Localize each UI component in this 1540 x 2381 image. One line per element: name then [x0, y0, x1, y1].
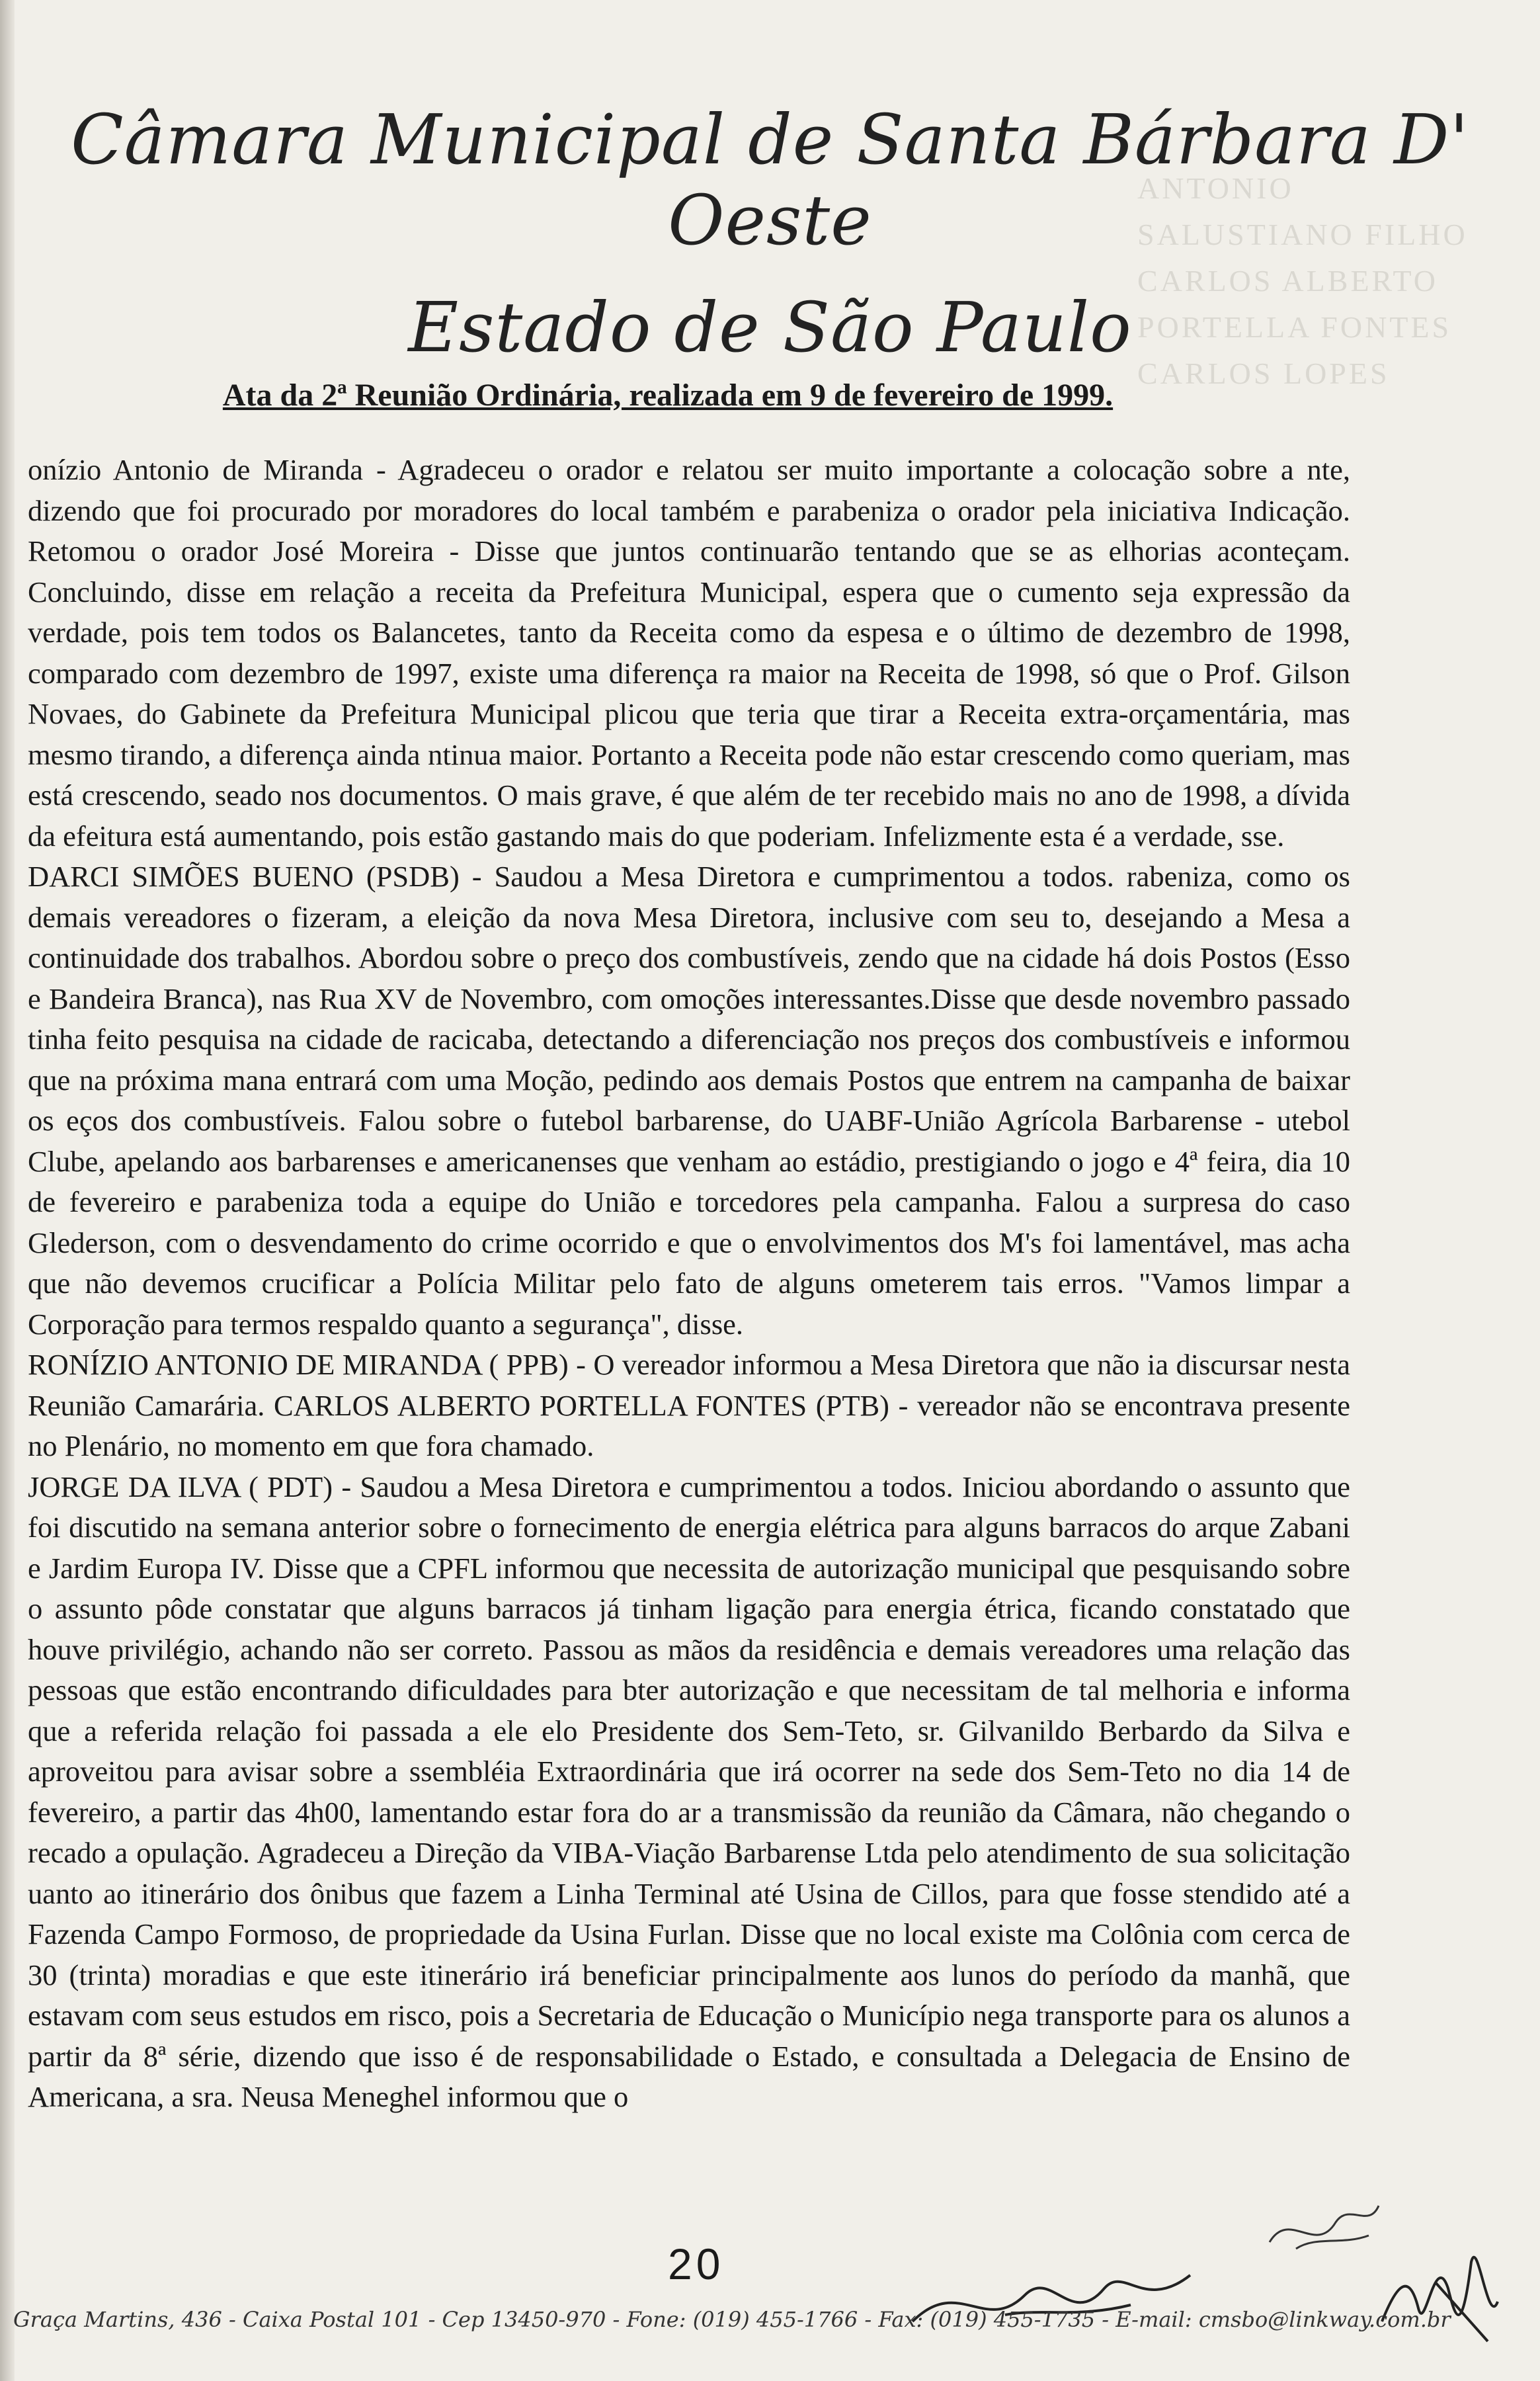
footer-address: Graça Martins, 436 - Caixa Postal 101 - Cep 13450-970 - Fone: (019) 455-1766 - Fax: (019) 455-1735 - E-mail: cmsbo@linkway.com.br	[13, 2307, 1451, 2332]
minutes-body	[28, 450, 1350, 2118]
signature-scribble-icon	[1256, 2183, 1389, 2269]
bleed-line: CARLOS ALBERTO PORTELLA FONTES	[1137, 264, 1452, 344]
page-number: 20	[668, 2239, 725, 2288]
letterhead	[0, 99, 1540, 368]
bleed-line: ANTONIO SALUSTIANO FILHO	[1137, 171, 1468, 251]
paragraph: onízio Antonio de Miranda - Agradeceu o orador e relatou ser muito importante a colocação sobre a nte, dizendo que foi procurado por moradores do local também e parabeniza o orador pela iniciativa Indicação. Retomou o orador José Moreira - Disse que juntos continuarão tentando que se as elhorias aconteçam. Concluindo, disse em relação a receita da Prefeitura Municipal, espera que o cumento seja expressão da verdade, pois tem todos os Balancetes, tanto da Receita como da espesa e o último de dezembro de 1998, comparado com dezembro de 1997, existe uma diferença ra maior na Receita de 1998, só que o Prof. Gilson Novaes, do Gabinete da Prefeitura Municipal plicou que teria que tirar a Receita extra-orçamentária, mas mesmo tirando, a diferença ainda ntinua maior. Portanto a Receita pode não estar crescendo como queriam, mas está crescendo, seado nos documentos. O mais grave, é que além de ter recebido mais no ano de 1998, a dívida da efeitura está aumentando, pois estão gastando mais do que poderiam. Infelizmente esta é a verdade, sse.	[28, 453, 1350, 853]
document-title: Ata da 2ª Reunião Ordinária, realizada em 9 de fevereiro de 1999.	[222, 378, 1114, 413]
bleed-line: CARLOS LOPES	[1137, 356, 1390, 390]
paragraph: RONÍZIO ANTONIO DE MIRANDA ( PPB) - O vereador informou a Mesa Diretora que não ia discursar nesta Reunião Camarária. CARLOS ALBERTO PORTELLA FONTES (PTB) - vereador não se encontrava presente no Plenário, no momento em que fora chamado.	[28, 1348, 1350, 1462]
letterhead-state: Estado de São Paulo	[408, 287, 1132, 368]
paragraph: JORGE DA ILVA ( PDT) - Saudou a Mesa Diretora e cumprimentou a todos. Iniciou abordando o assunto que foi discutido na semana anterior sobre o fornecimento de energia elétrica para alguns barracos do arque Zabani e Jardim Europa IV. Disse que a CPFL informou que necessita de autorização municipal que pesquisando sobre o assunto pôde constatar que alguns barracos já tinham ligação para energia étrica, ficando constatado que houve privilégio, achando não ser correto. Passou as mãos da residência e demais vereadores uma relação das pessoas que estão encontrando dificuldades para bter autorização e que necessitam de tal melhoria e informa que a referida relação foi passada a ele elo Presidente dos Sem-Teto, sr. Gilvanildo Berbardo da Silva e aproveitou para avisar sobre a ssembléia Extraordinária que irá ocorrer na sede dos Sem-Teto no dia 14 de fevereiro, a partir das 4h00, lamentando estar fora do ar a transmissão da reunião da Câmara, não chegando o recado a opulação. Agradeceu a Direção da VIBA-Viação Barbarense Ltda pelo atendimento de sua solicitação uanto ao itinerário dos ônibus que fazem a Linha Terminal até Usina de Cillos, para que fosse stendido até a Fazenda Campo Formoso, de propriedade da Usina Furlan. Disse que no local existe ma Colônia com cerca de 30 (trinta) moradias e que este itinerário irá beneficiar principalmente aos lunos do período da manhã, que estavam com seus estudos em risco, pois a Secretaria de Educação o Município nega transporte para os alunos a partir da 8ª série, dizendo que isso é de responsabilidade o Estado, e consultada a Delegacia de Ensino de Americana, a sra. Neusa Meneghel informou que o	[28, 1470, 1350, 2113]
paragraph: DARCI SIMÕES BUENO (PSDB) - Saudou a Mesa Diretora e cumprimentou a todos. rabeniza, como os demais vereadores o fizeram, a eleição da nova Mesa Diretora, inclusive com seu to, desejando a Mesa a continuidade dos trabalhos. Abordou sobre o preço dos combustíveis, zendo que na cidade há dois Postos (Esso e Bandeira Branca), nas Rua XV de Novembro, com omoções interessantes.Disse que desde novembro passado tinha feito pesquisa na cidade de racicaba, detectando a diferenciação nos preços dos combustíveis e informou que na próxima mana entrará com uma Moção, pedindo aos demais Postos que entrem na campanha de baixar os eços dos combustíveis. Falou sobre o futebol barbarense, do UABF-União Agrícola Barbarense - utebol Clube, apelando aos barbarenses e americanenses que venham ao estádio, prestigiando o jogo e 4ª feira, dia 10 de fevereiro e parabeniza toda a equipe do União e torcedores pela campanha. Falou a surpresa do caso Glederson, com o desvendamento do crime ocorrido e que o envolvimentos dos M's foi lamentável, mas acha que não devemos crucificar a Polícia Militar pelo fato de alguns ometerem tais erros. "Vamos limpar a Corporação para termos respaldo quanto a segurança", disse.	[28, 860, 1350, 1341]
letterhead-chamber: Câmara Municipal de Santa Bárbara D' Oeste	[71, 99, 1469, 261]
